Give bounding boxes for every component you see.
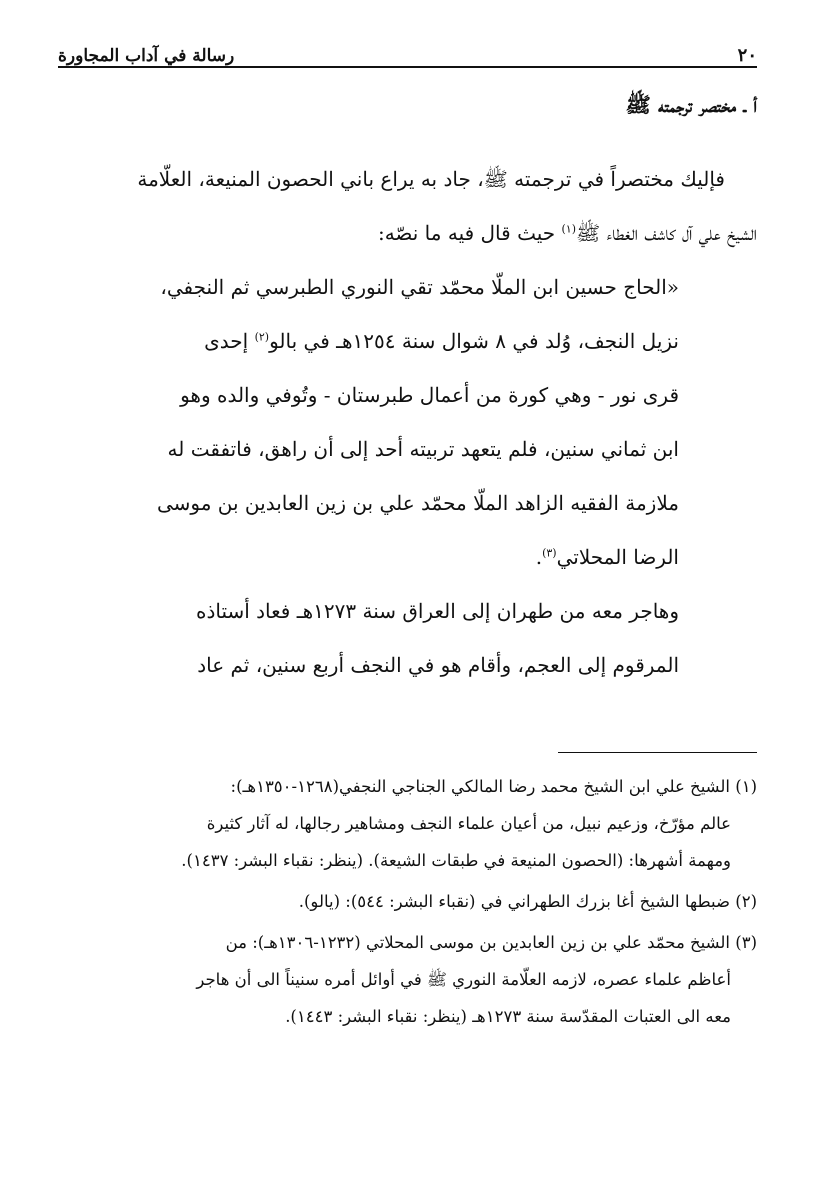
intro-line-2: الشيخ علي آل كاشف الغطاء ﷺ bbox=[575, 221, 757, 245]
para2-line-1: وهاجر معه من طهران إلى العراق سنة ١٢٧٣هـ فعاد أستاذه bbox=[195, 599, 679, 623]
quote-line-2-end: إحدى bbox=[204, 329, 255, 353]
intro-line-1: فإليك مختصراً في ترجمته ﷺ، جاد به يراع باني الحصون المنيعة، العلّامة bbox=[137, 167, 725, 191]
footnotes bbox=[58, 768, 757, 1039]
quote-line-2: نزيل النجف، وُلد في ٨ شوال سنة ١٢٥٤هـ في بالو bbox=[269, 329, 679, 353]
footnote-2-line-1: (٢) ضبطها الشيخ أغا بزرك الطهراني في (نقباء البشر: ٥٤٤): (يالو). bbox=[298, 892, 757, 911]
page-number: ٢٠ bbox=[737, 45, 757, 66]
second-paragraph bbox=[58, 584, 757, 692]
book-title: رسالة في آداب المجاورة bbox=[58, 46, 235, 66]
footnote-1-line-1: (١) الشيخ علي ابن الشيخ محمد رضا المالكي الجناجي النجفي(١٢٦٨-١٣٥٠هـ): bbox=[230, 777, 757, 796]
footnote-separator bbox=[558, 752, 757, 753]
quote-line-4: ابن ثماني سنين، فلم يتعهد تربيته أحد إلى أن راهق، فاتفقت له bbox=[167, 437, 679, 461]
quote-line-3: قرى نور - وهي كورة من أعمال طبرستان - وتُوفي والده وهو bbox=[180, 383, 679, 407]
footnote-3-line-2: أعاظم علماء عصره، لازمه العلّامة النوري ﷺ في أوائل أمره سنيناً الى أن هاجر bbox=[196, 970, 731, 989]
footnote-ref-1[interactable]: (١) bbox=[561, 222, 576, 236]
intro-paragraph bbox=[58, 152, 757, 260]
quote-line-1: «الحاج حسين ابن الملّا محمّد تقي النوري الطبرسي ثم النجفي، bbox=[160, 275, 679, 299]
footnote-3-line-3: معه الى العتبات المقدّسة سنة ١٢٧٣هـ (ينظر: نقباء البشر: ١٤٤٣). bbox=[285, 1007, 731, 1026]
main-text bbox=[58, 152, 757, 692]
quote-line-6: الرضا المحلاتي bbox=[556, 545, 679, 569]
footnote-ref-2[interactable]: (٢) bbox=[254, 330, 270, 344]
footnote-ref-3[interactable]: (٣) bbox=[542, 546, 557, 560]
quote-block bbox=[58, 260, 757, 584]
footnote-3-line-1: (٣) الشيخ محمّد علي بن زين العابدين بن موسى المحلاتي (١٢٣٢-١٣٠٦هـ): من bbox=[225, 933, 757, 952]
running-header bbox=[58, 32, 757, 68]
footnote-1 bbox=[58, 768, 757, 879]
para2-line-2: المرقوم إلى العجم، وأقام هو في النجف أربع سنين، ثم عاد bbox=[197, 653, 679, 677]
quote-line-5: ملازمة الفقيه الزاهد الملّا محمّد علي بن زين العابدين بن موسى bbox=[156, 491, 679, 515]
quote-line-6-end: . bbox=[535, 545, 543, 569]
intro-line-2-end: حيث قال فيه ما نصّه: bbox=[377, 221, 562, 245]
footnote-2 bbox=[58, 883, 757, 920]
footnote-3 bbox=[58, 924, 757, 1035]
footnote-1-line-3: ومهمة أشهرها: (الحصون المنيعة في طبقات الشيعة). (ينظر: نقباء البشر: ١٤٣٧). bbox=[181, 851, 731, 870]
footnote-1-line-2: عالم مؤرّخ، وزعيم نبيل، من أعيان علماء النجف ومشاهير رجالها، له آثار كثيرة bbox=[206, 814, 731, 833]
section-heading: أ ـ مختصر ترجمته ﷺ bbox=[625, 92, 757, 117]
